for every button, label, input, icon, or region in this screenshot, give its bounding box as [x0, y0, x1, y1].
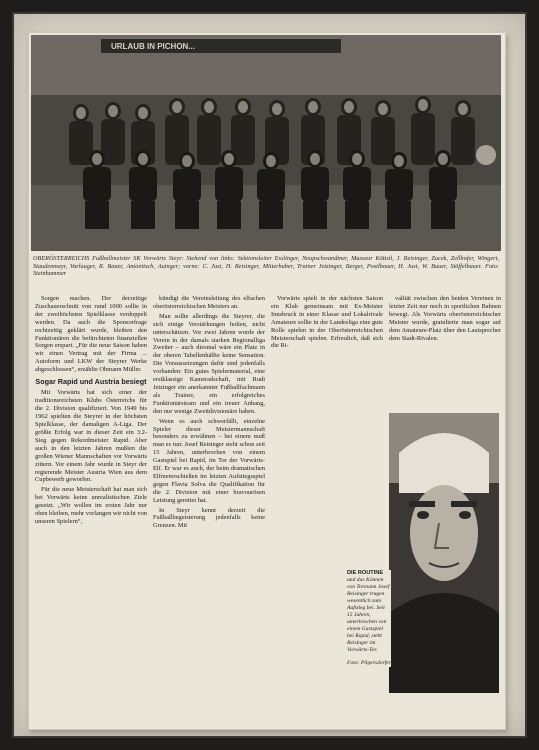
- paragraph: Für die neue Meisterschaft hat man sich bei Vorwärts keine unrealistischen Ziele gesetzt. „Wir wollen im ersten Jahr nur oben bleiben, mehr vorlangen wir nicht von unseren Spielern“,: [35, 486, 147, 525]
- article-body: [35, 295, 499, 725]
- portrait-caption-text: und das Können von Tormann Josef Reisinger trugen wesentlich zum Aufstieg bei. Seit 15 Jahren, unterbrochen von einem Gastspiel bei Rapid, steht Reisinger im Vorwärts-Tor.: [347, 577, 390, 653]
- goalkeeper-portrait: [389, 413, 499, 693]
- banner-text: URLAUB IN PICHON...: [111, 42, 195, 51]
- portrait-credit: Foto: Pilgersdorfer: [347, 660, 391, 666]
- paragraph: Vorwärts spielt in der nächsten Saison ein Klub gemeinsam mit Ex-Meister Innsbruck in einer Klasse und Lokalrivale Amateure sollte in der Landesliga eine gute Rolle spielen in der Oberösterreichischen Meisterschaft spielen. Erfreulich, daß sich die Ri-: [271, 295, 383, 350]
- article-column-3: [271, 295, 383, 352]
- paragraph: kündigt die Vereinsleitung des elfachen oberösterreichischen Meisters an.: [153, 295, 265, 310]
- article-column-4: [389, 295, 501, 344]
- subheading: Sogar Rapid und Austria besiegt: [35, 377, 147, 387]
- newspaper-clipping: [28, 32, 506, 730]
- portrait-caption-lead: DIE ROUTINE: [347, 570, 384, 576]
- article-column-1: [35, 295, 147, 528]
- paragraph: Mit Vorwärts hat sich einer der traditionsreichsten Klubs Österreichs für die 2. Division qualifiziert. Von 1949 bis 1962 spielten die Steyrer in der höchsten Spielklasse, der damaligen A-Liga. Der größte Erfolg war in dieser Zeit ein 3:2-Sieg gegen Rekordmeister Rapid. Aber auch in den letzten Jahren mußten die großen Wiener Mannschaften vor Vorwärts zittern. Vor einem Jahr wurde in Steyr der regierende Meister Austria Wien aus dem Cupbewerb geworfen.: [35, 389, 147, 484]
- paragraph: Sorgen machen. Der derzeitige Zuschauerschnitt von rund 1000 sollte in der zweihöchsten Spielklasse verdoppelt werden. Da auch die Sponsorfrage rechtzeitig geklärt wurde, bleiben den Funktionären die befürchteten finanziellen Sorgen erspart. „Für die neue Saison haben wir einen Vertrag mit der Firma ... Autoform und LKW der Steyrer Werke abgeschlossen“, erzählte Obmann Müller.: [35, 295, 147, 374]
- team-photo-image: [31, 35, 501, 251]
- paragraph: Wenn es auch schwerfällt, einzelne Spieler dieser Meistermannschaft besonders zu erwähnen – bei einem muß man es tun: Josef Reisinger steht schon seit 15 Jahren, unterbrochen von einem Gastspiel bei Rapid, im Tor der Vorwärts-Elf. Er war es auch, der beim dramatischen Elfmeterschießen im letzten Aufstiegsspiel gegen Flavia Solva die Qualifikation für die 2. Division mit einer bravourösen Leistung gerettet hat.: [153, 417, 265, 504]
- portrait-caption: [347, 570, 391, 667]
- photo-caption: OBERÖSTERREICHS Fußballmeister SK Vorwärts Steyr: Stehend von links: Sektionsleiter Esslinger, Neupschwandtner, Masseur Köttstl, J. Reisinger, Zacek, Zellhofer, Wingert, Staudenmayr, Varlauger, R. Bauer, Antonitsch, Auinger; vorne: C. Just, H. Reisinger, Mitterhuber, Trainer Jetzinger, Berger, Postlbauer, H. Just, W. Bauer, Stöffelbauer. Foto: Steinhammer: [33, 255, 499, 278]
- paragraph: valität zwischen den beiden Vereinen in letzter Zeit nur noch in sportlichen Bahnen bewegt. Als Vorwärts oberösterreichischer Meister wurde, gratulierte man sogar auf dem Amateure-Platz über den Lautsprecher dem Stadt-Rivalen.: [389, 295, 501, 342]
- goalkeeper-portrait-image: [389, 413, 499, 693]
- article-column-2: [153, 295, 265, 532]
- paragraph: Man sollte allerdings die Steyrer, die sich einige Verstärkungen holten, nicht unterschätzen. Vor zwei Jahren wurde der Verein in der damals starken Regionalliga Zweiter – auch diesmal wäre ein Platz in der oberen Tabellenhälfte keine Sensation. Die Voraussetzungen dafür sind jedenfalls vorhanden: Ein gutes Spielermaterial, eine erstklassige Kameradschaft, mit Rudi Jetzinger ein anerkannter Fußballfachmann als Trainer, ein erfolgreiches Funktionärsteam und ein treuer Anhang, den nur wenige Zweitdivisionäre haben.: [153, 312, 265, 415]
- team-photo: [31, 35, 501, 251]
- paragraph: In Steyr kennt derzeit die Fußballbegeisterung jedenfalls keine Grenzen. Mit: [153, 506, 265, 530]
